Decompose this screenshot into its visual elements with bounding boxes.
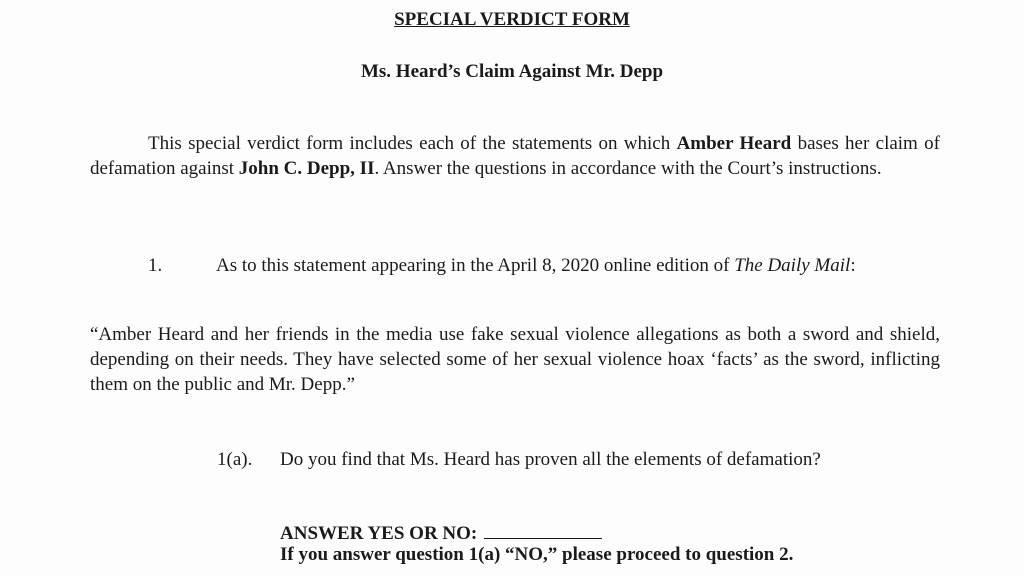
question-1-prefix: As to this statement appearing in the April 8, 2020 online edition of: [216, 255, 735, 276]
question-1a-number: 1(a).: [217, 449, 253, 470]
question-1-number: 1.: [148, 255, 163, 276]
intro-text-3: . Answer the questions in accordance with the Court’s instructions.: [374, 158, 882, 179]
intro-text-2: bases her claim of defamation against: [90, 133, 940, 179]
question-1a-text: Do you find that Ms. Heard has proven all the elements of defamation?: [280, 449, 821, 470]
intro-paragraph: [90, 131, 940, 181]
form-subtitle: Ms. Heard’s Claim Against Mr. Depp: [360, 61, 664, 82]
question-1-suffix: :: [850, 255, 856, 276]
publication-name: The Daily Mail: [734, 255, 851, 276]
question-1-text: [216, 254, 856, 278]
proceed-instruction: If you answer question 1(a) “NO,” please proceed to question 2.: [280, 544, 794, 565]
answer-label: ANSWER YES OR NO:: [280, 523, 478, 544]
intro-name-heard: Amber Heard: [676, 133, 792, 154]
answer-blank-field[interactable]: [484, 520, 602, 539]
intro-text-1: This special verdict form includes each of the statements on which: [148, 133, 677, 154]
form-title: SPECIAL VERDICT FORM: [394, 9, 630, 30]
intro-name-depp: John C. Depp, II: [238, 158, 375, 179]
quoted-statement: “Amber Heard and her friends in the media use fake sexual violence allegations as both a sword and shield, depending on their needs. They have selected some of her sexual violence hoax ‘facts’ as the sword, inflicting them on the public and Mr. Depp.”: [90, 324, 940, 395]
